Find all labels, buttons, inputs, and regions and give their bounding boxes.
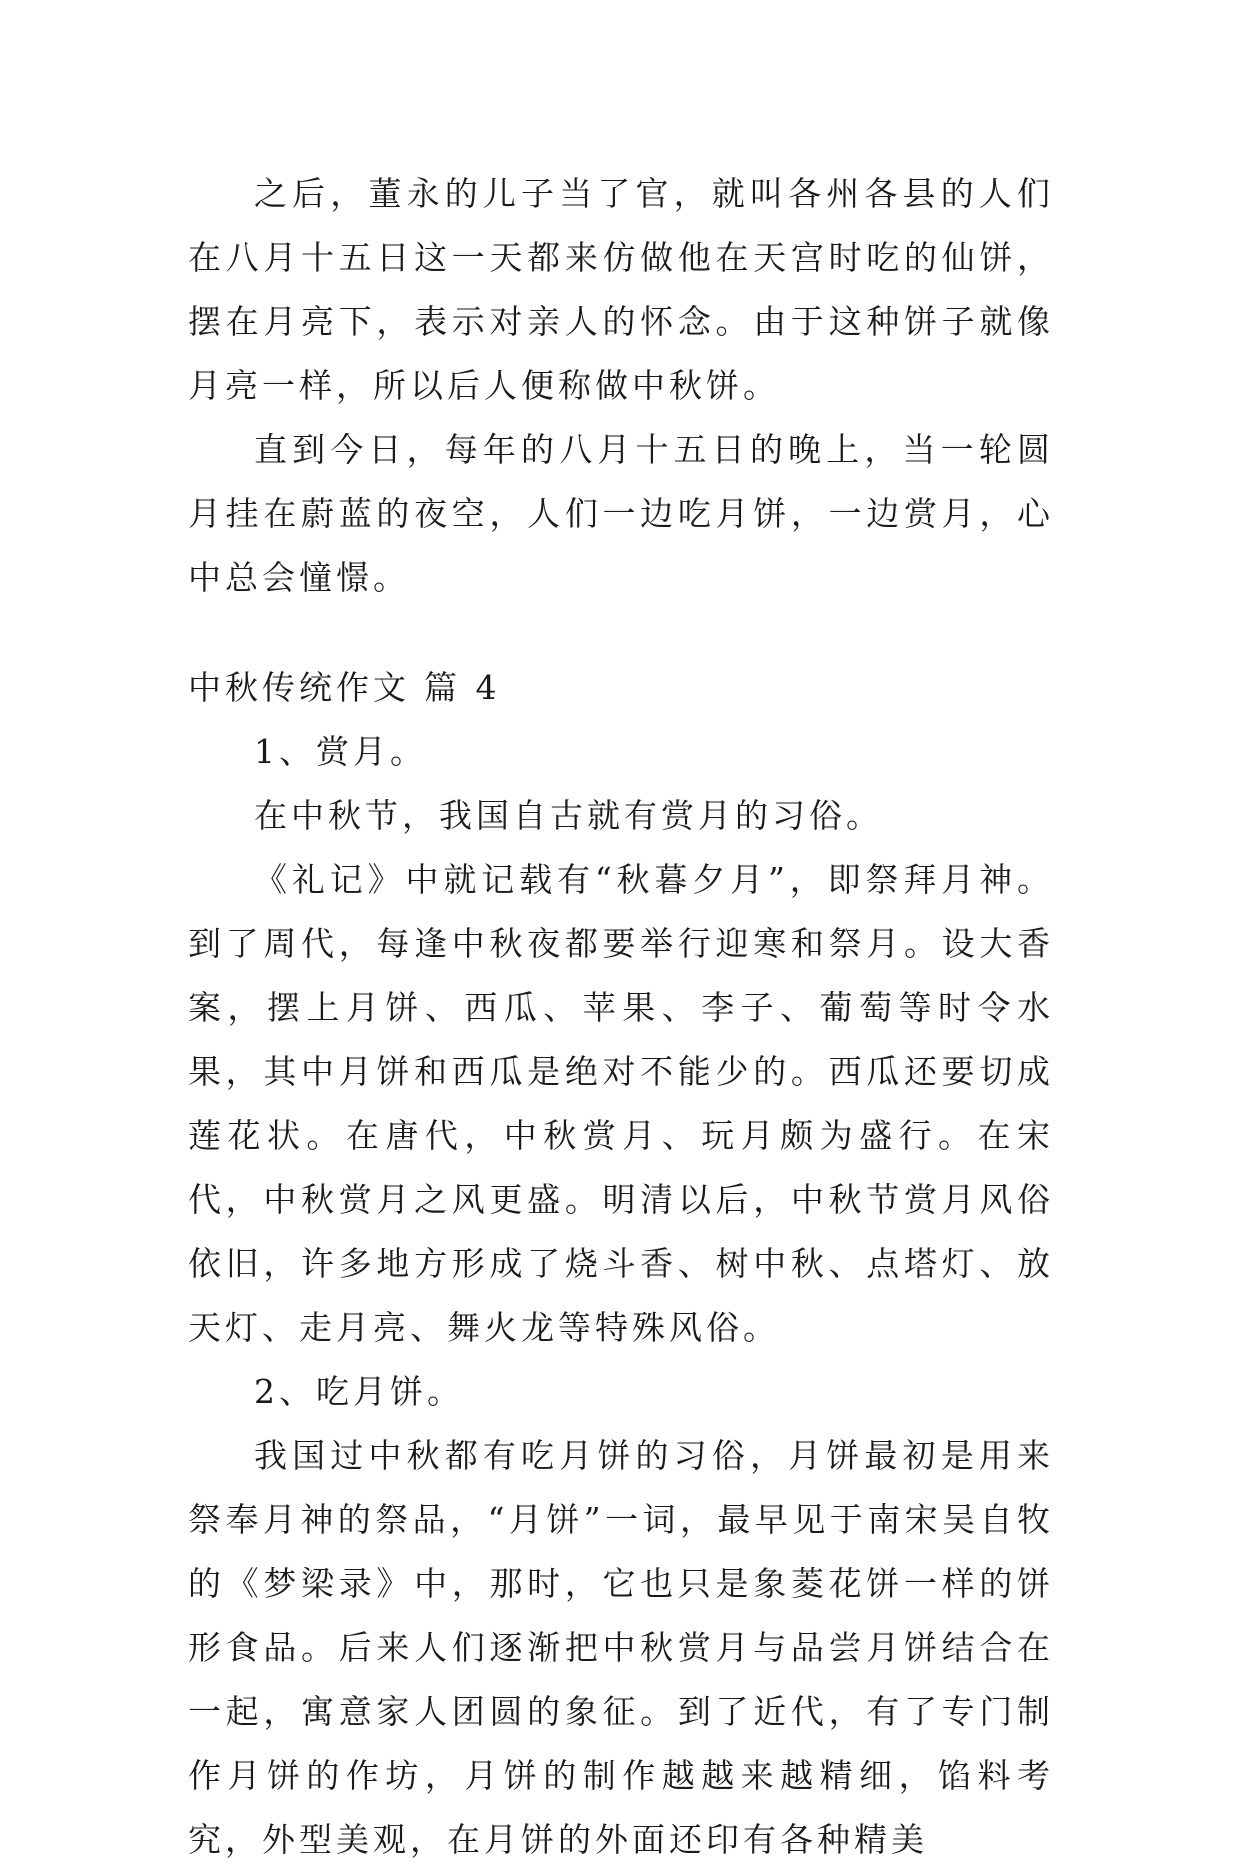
- section-number: 篇 4: [424, 668, 501, 707]
- section-heading: [188, 656, 1054, 720]
- paragraph-moon-viewing-history: 《礼记》中就记载有“秋暮夕月”，即祭拜月神。到了周代，每逢中秋夜都要举行迎寒和祭月。设大香案，摆上月饼、西瓜、苹果、李子、葡萄等时令水果，其中月饼和西瓜是绝对不能少的。西瓜还要切成莲花状。在唐代，中秋赏月、玩月颇为盛行。在宋代，中秋赏月之风更盛。明清以后，中秋节赏月风俗依旧，许多地方形成了烧斗香、树中秋、点塔灯、放天灯、走月亮、舞火龙等特殊风俗。: [188, 860, 1054, 1347]
- paragraph-mooncake-history: 我国过中秋都有吃月饼的习俗，月饼最初是用来祭奉月神的祭品，“月饼”一词，最早见于南宋吴自牧的《梦梁录》中，那时，它也只是象菱花饼一样的饼形食品。后来人们逐渐把中秋赏月与品尝月饼结合在一起，寓意家人团圆的象征。到了近代，有了专门制作月饼的作坊，月饼的制作越越来越精细，馅料考究，外型美观，在月饼的外面还印有各种精美: [188, 1436, 1054, 1859]
- paragraph-moon-viewing-custom: 在中秋节，我国自古就有赏月的习俗。: [254, 796, 883, 835]
- subheading-moon-viewing: 1、赏月。: [254, 732, 427, 771]
- subheading-eat-mooncakes: 2、吃月饼。: [254, 1372, 464, 1411]
- section-title: 中秋传统作文: [188, 668, 410, 707]
- document-body: [188, 162, 1054, 1872]
- paragraph-today: 直到今日，每年的八月十五日的晚上，当一轮圆月挂在蔚蓝的夜空，人们一边吃月饼，一边赏月，心中总会憧憬。: [188, 430, 1054, 597]
- paragraph-dongyong-son: 之后，董永的儿子当了官，就叫各州各县的人们在八月十五日这一天都来仿做他在天宫时吃的仙饼，摆在月亮下，表示对亲人的怀念。由于这种饼子就像月亮一样，所以后人便称做中秋饼。: [188, 174, 1054, 405]
